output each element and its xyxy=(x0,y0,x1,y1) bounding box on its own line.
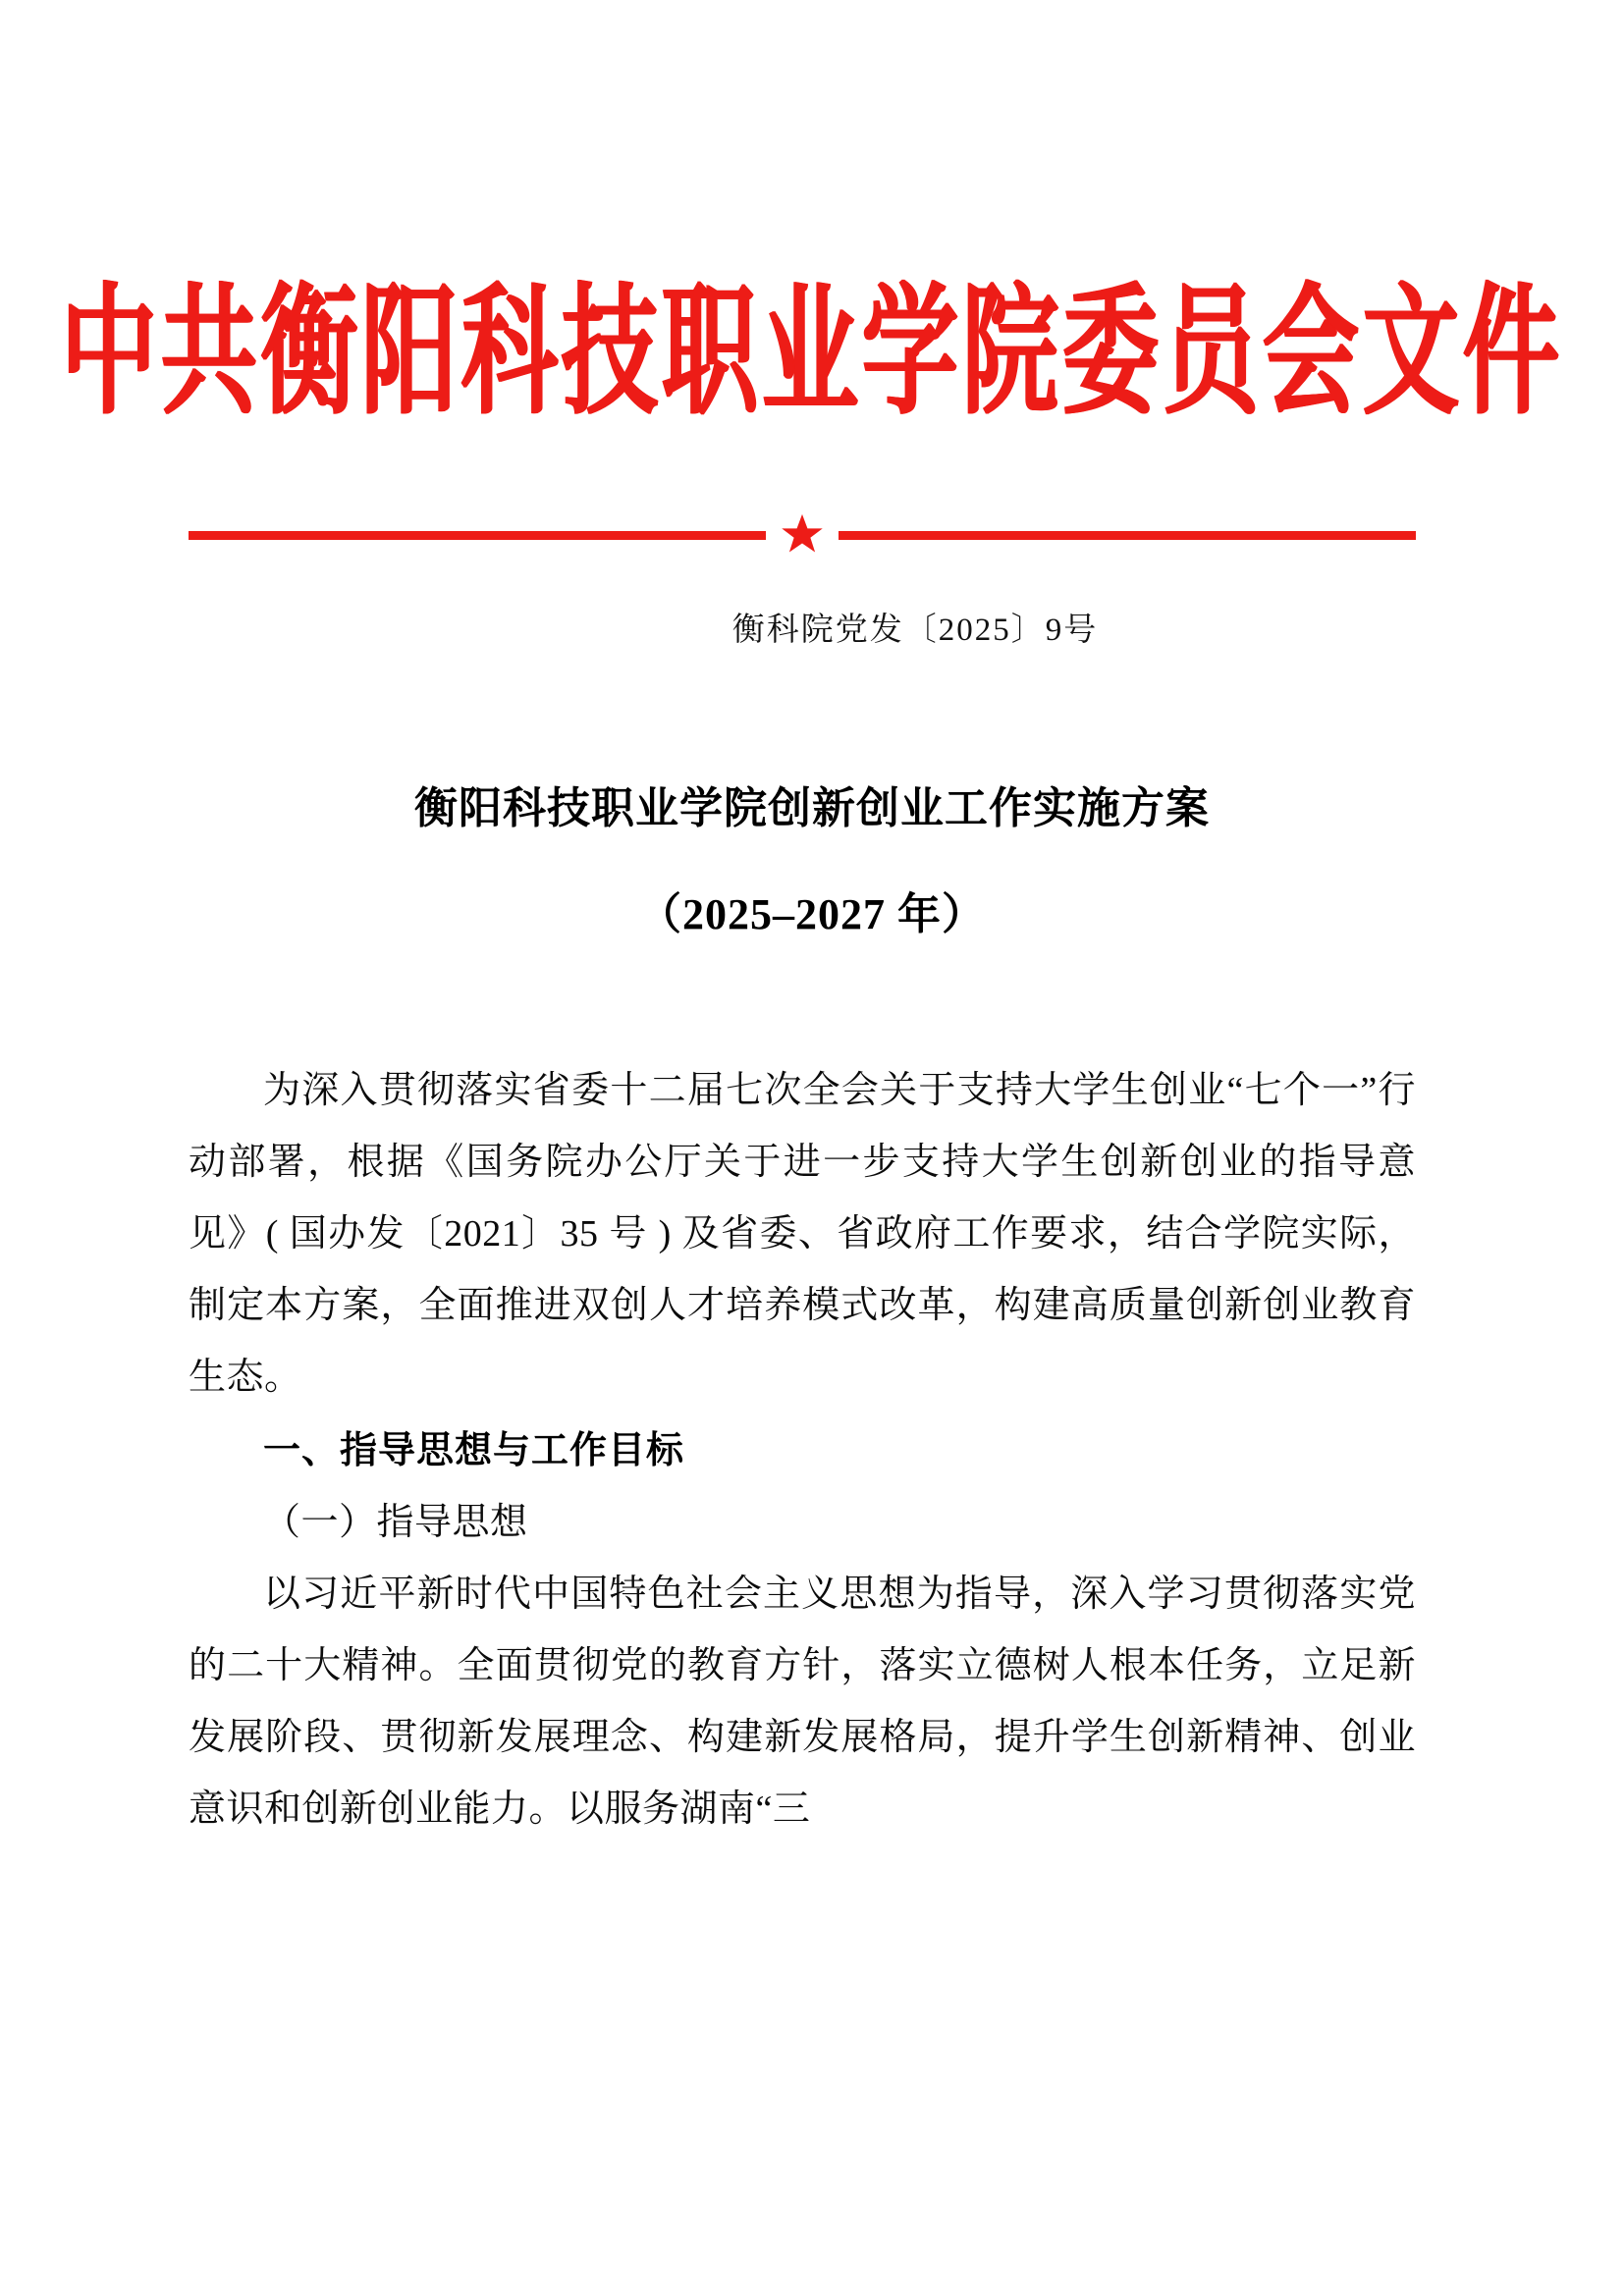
letterhead xyxy=(0,274,1624,432)
document-title xyxy=(0,756,1624,968)
red-star-icon xyxy=(766,512,839,558)
letterhead-title: 中共衡阳科技职业学院委员会文件 xyxy=(61,274,1563,432)
document-number: 衡科院党发〔2025〕9号 xyxy=(731,613,1099,648)
document-title-line-1: 衡阳科技职业学院创新创业工作实施方案 xyxy=(414,784,1210,832)
divider-right-segment xyxy=(839,531,1416,540)
divider-left-segment xyxy=(189,531,766,540)
section-heading-1: 一、指导思想与工作目标 xyxy=(263,1430,685,1471)
document-title-line-2: （2025–2027 年） xyxy=(638,890,986,938)
document-body xyxy=(189,1055,1416,1847)
subsection-heading-1: （一）指导思想 xyxy=(263,1502,528,1543)
preamble-paragraph: 为深入贯彻落实省委十二届七次全会关于支持大学生创业“七个一”行动部署，根据《国务院办公厅关于进一步支持大学生创新创业的指导意见》( 国办发〔2021〕35 号 ) 及省委、省政府工作要求，结合学院实际，制定本方案，全面推进双创人才培养模式改革，构建高质量创新创业教育生态。 xyxy=(189,1070,1416,1398)
subsection-1-paragraph: 以习近平新时代中国特色社会主义思想为指导，深入学习贯彻落实党的二十大精神。全面贯彻党的教育方针，落实立德树人根本任务，立足新发展阶段、贯彻新发展理念、构建新发展格局，提升学生创新精神、创业意识和创新创业能力。以服务湖南“三 xyxy=(189,1574,1416,1830)
letterhead-divider xyxy=(189,512,1416,558)
